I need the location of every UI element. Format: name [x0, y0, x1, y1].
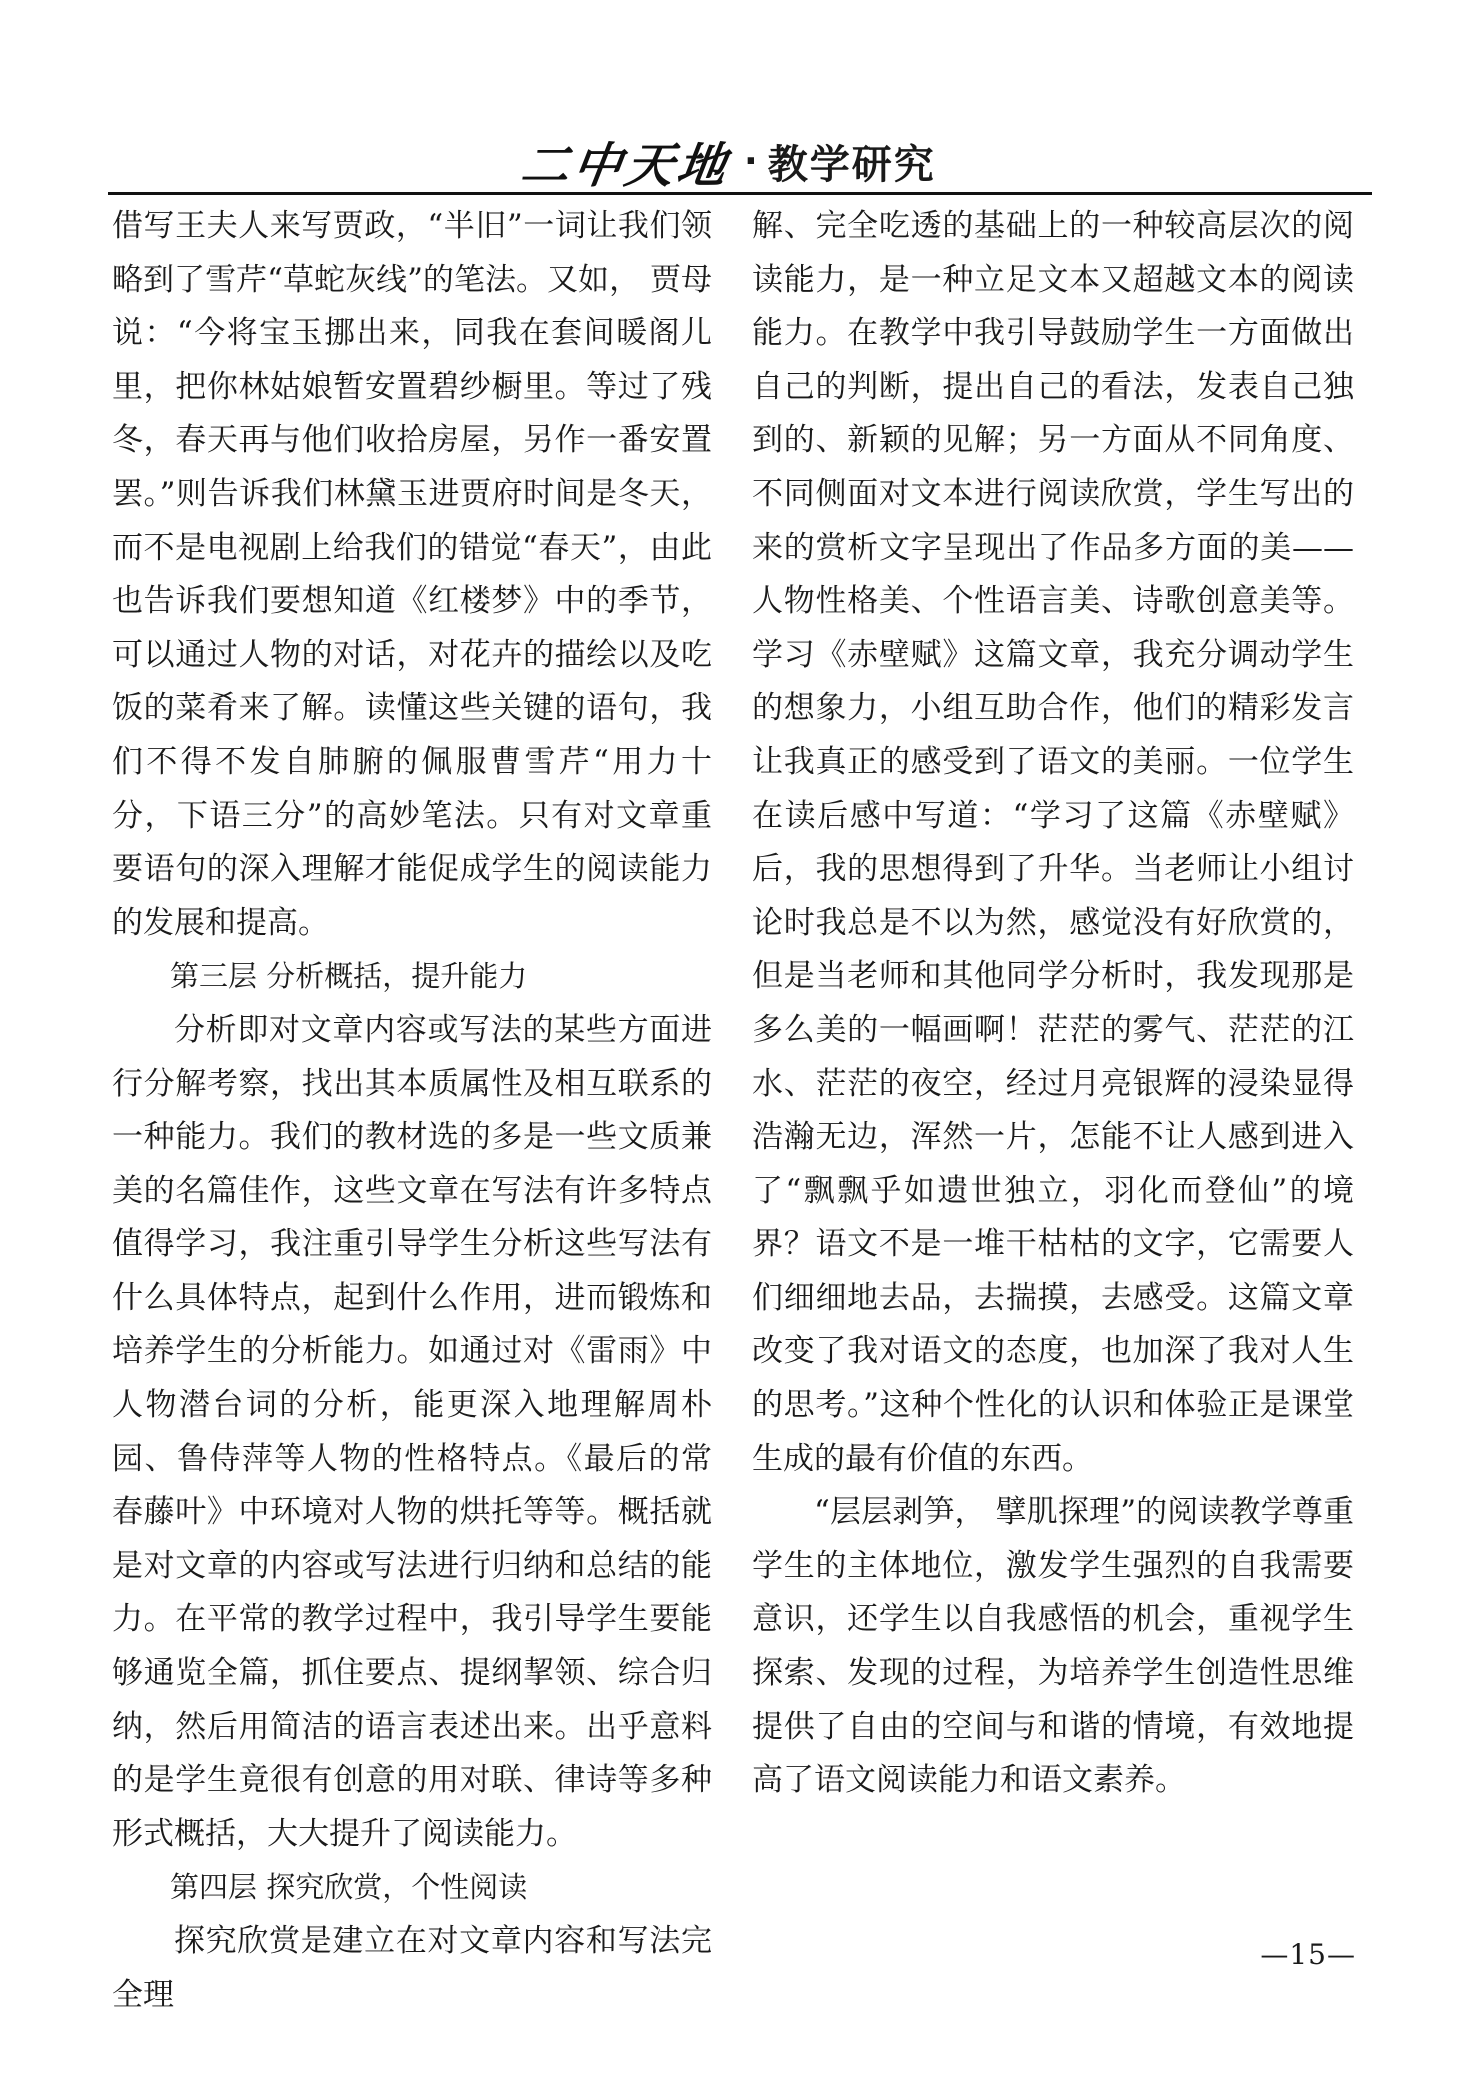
section-heading: 第四层 探究欣赏，个性阅读	[170, 1870, 528, 1905]
section-heading: 第三层 分析概括，提升能力	[170, 959, 528, 994]
paragraph: 借写王夫人来写贾政，“半旧”一词让我们领略到了雪芹“草蛇灰线”的笔法。又如， 贾母说：“今将宝玉挪出来，同我在套间暖阁儿里，把你林姑娘暂安置碧纱橱里。等过了残冬，春天再与他们收拾房屋，另作一番安置罢。”则告诉我们林黛玉进贾府时间是冬天，而不是电视剧上给我们的错觉“春天”，由此也告诉我们要想知道《红楼梦》中的季节，可以通过人物的对话，对花卉的描绘以及吃饭的菜肴来了解。读懂这些关键的语句，我们不得不发自肺腑的佩服曹雪芹“用力十分，下语三分”的高妙笔法。只有对文章重要语句的深入理解才能促成学生的阅读能力的发展和提高。	[112, 208, 712, 941]
left-column	[112, 200, 712, 2022]
paragraph: 分析即对文章内容或写法的某些方面进行分解考察，找出其本质属性及相互联系的一种能力。我们的教材选的多是一些文质兼美的名篇佳作，这些文章在写法有许多特点值得学习，我注重引导学生分析这些写法有什么具体特点，起到什么作用，进而锻炼和培养学生的分析能力。如通过对《雷雨》中人物潜台词的分析，能更深入地理解周朴园、鲁侍萍等人物的性格特点。《最后的常春藤叶》中环境对人物的烘托等等。概括就是对文章的内容或写法进行归纳和总结的能力。在平常的教学过程中，我引导学生要能够通览全篇，抓住要点、提纲挈领、综合归纳，然后用简洁的语言表述出来。出乎意料的是学生竟很有创意的用对联、律诗等多种形式概括，大大提升了阅读能力。	[112, 1011, 712, 1852]
paragraph: 解、完全吃透的基础上的一种较高层次的阅读能力，是一种立足文本又超越文本的阅读能力。在教学中我引导鼓励学生一方面做出自己的判断，提出自己的看法，发表自己独到的、新颖的见解；另一方面从不同角度、不同侧面对文本进行阅读欣赏，学生写出的来的赏析文字呈现出了作品多方面的美——人物性格美、个性语言美、诗歌创意美等。学习《赤壁赋》这篇文章，我充分调动学生的想象力，小组互助合作，他们的精彩发言让我真正的感受到了语文的美丽。一位学生在读后感中写道：“学习了这篇《赤壁赋》后，我的思想得到了升华。当老师让小组讨论时我总是不以为然，感觉没有好欣赏的，但是当老师和其他同学分析时，我发现那是多么美的一幅画啊！茫茫的雾气、茫茫的江水、茫茫的夜空，经过月亮银辉的浸染显得浩瀚无边，浑然一片，怎能不让人感到进入了“飘飘乎如遗世独立，羽化而登仙”的境界？语文不是一堆干枯枯的文字，它需要人们细细地去品，去揣摸，去感受。这篇文章改变了我对语文的态度，也加深了我对人生的思考。”这种个性化的认识和体验正是课堂生成的最有价值的东西。	[752, 208, 1354, 1477]
paragraph: “层层剥笋， 擘肌探理”的阅读教学尊重学生的主体地位，激发学生强烈的自我需要意识，还学生以自我感悟的机会，重视学生探索、发现的过程，为培养学生创造性思维提供了自由的空间与和谐的情境，有效地提高了语文阅读能力和语文素养。	[752, 1494, 1354, 1799]
paragraph: 探究欣赏是建立在对文章内容和写法完全理	[112, 1923, 712, 2013]
header-title	[517, 128, 936, 194]
journal-brand-logo: 二中天地	[517, 137, 734, 194]
page-header	[0, 128, 1480, 194]
page-number: —15—	[1260, 1938, 1356, 1971]
header-separator: ·	[744, 140, 758, 182]
section-title: 教学研究	[767, 141, 936, 188]
header-rule	[108, 192, 1372, 195]
right-column	[752, 200, 1354, 1808]
